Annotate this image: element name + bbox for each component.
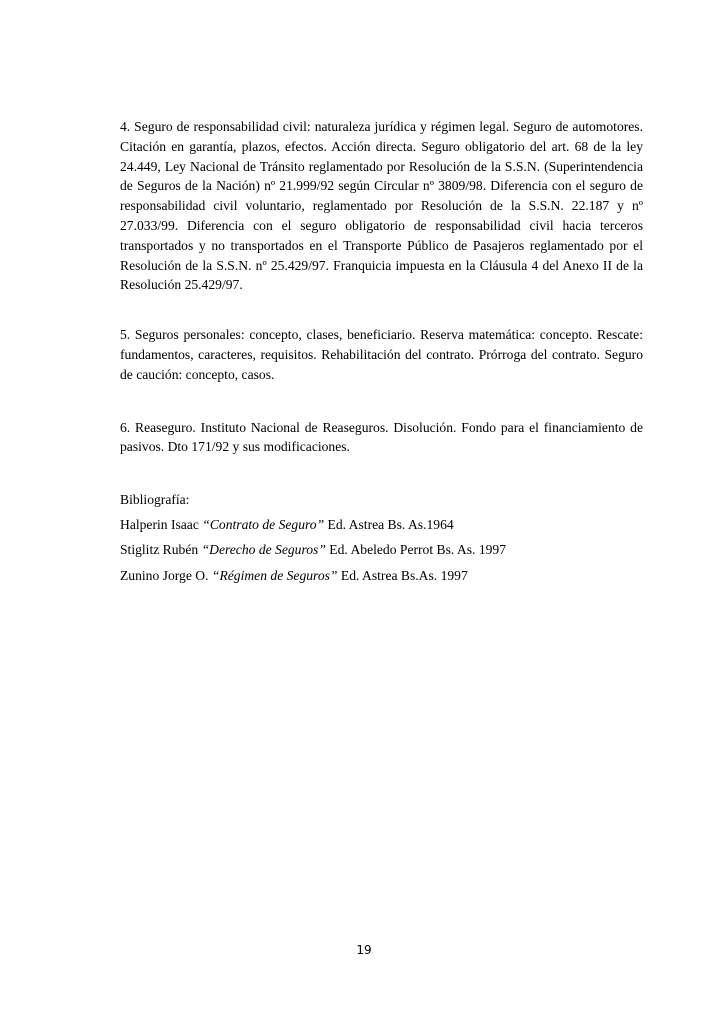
paragraph-spacer: [120, 385, 643, 418]
bibliography-publisher: Ed. Abeledo Perrot Bs. As. 1997: [325, 542, 507, 558]
bibliography-work-title: “Derecho de Seguros”: [201, 542, 326, 558]
bibliography-title: Bibliografía:: [120, 492, 190, 508]
bibliography-publisher: Ed. Astrea Bs.As. 1997: [337, 567, 468, 583]
bibliography-work-title: “Régimen de Seguros”: [211, 567, 338, 583]
page-number: 19: [356, 943, 372, 957]
bibliography-author: Stiglitz Rubén: [120, 542, 202, 558]
paragraph-seguro-responsabilidad-civil: 4. Seguro de responsabilidad civil: naturaleza jurídica y régimen legal. Seguro de automotores. Citación en garantía, plazos, efectos. Acción directa. Seguro obligatorio del art. 68 de la ley 24.449, Ley Nacional de Tránsito reglamentado por Resolución de la S.S.N. (Superintendencia de Seguros de la Nación) nº 21.999/92 según Circular nº 3809/98. Diferencia con el seguro de responsabilidad civil voluntario, reglamentado por Resolución de la S.S.N. 22.187 y nº 27.033/99. Diferencia con el seguro obligatorio de responsabilidad civil hacia terceros transportados y no transportados en el Transporte Público de Pasajeros reglamentado por el Resolución de la S.S.N. nº 25.429/97. Franquicia impuesta en la Cláusula 4 del Anexo II de la Resolución 25.429/97.: [120, 119, 643, 293]
bibliography-author: Halperin Isaac: [120, 516, 203, 532]
paragraph-reaseguro: 6. Reaseguro. Instituto Nacional de Reaseguros. Disolución. Fondo para el financiamiento de pasivos. Dto 171/92 y sus modificaciones.: [120, 419, 643, 455]
bibliography-section: [120, 490, 643, 585]
document-body: [120, 117, 643, 591]
bibliography-work-title: “Contrato de Seguro”: [202, 516, 325, 532]
bibliography-entry: [120, 515, 643, 535]
bibliography-entry: [120, 540, 643, 560]
paragraph-spacer: [120, 457, 643, 490]
paragraph-spacer: [120, 295, 643, 325]
paragraph-seguros-personales: 5. Seguros personales: concepto, clases, beneficiario. Reserva matemática: concepto. Rescate: fundamentos, caracteres, requisitos. Rehabilitación del contrato. Prórroga del contrato. Seguro de caución: concepto, casos.: [120, 327, 643, 382]
bibliography-publisher: Ed. Astrea Bs. As.1964: [324, 516, 454, 532]
bibliography-entry: [120, 566, 643, 586]
bibliography-author: Zunino Jorge O.: [120, 567, 212, 583]
